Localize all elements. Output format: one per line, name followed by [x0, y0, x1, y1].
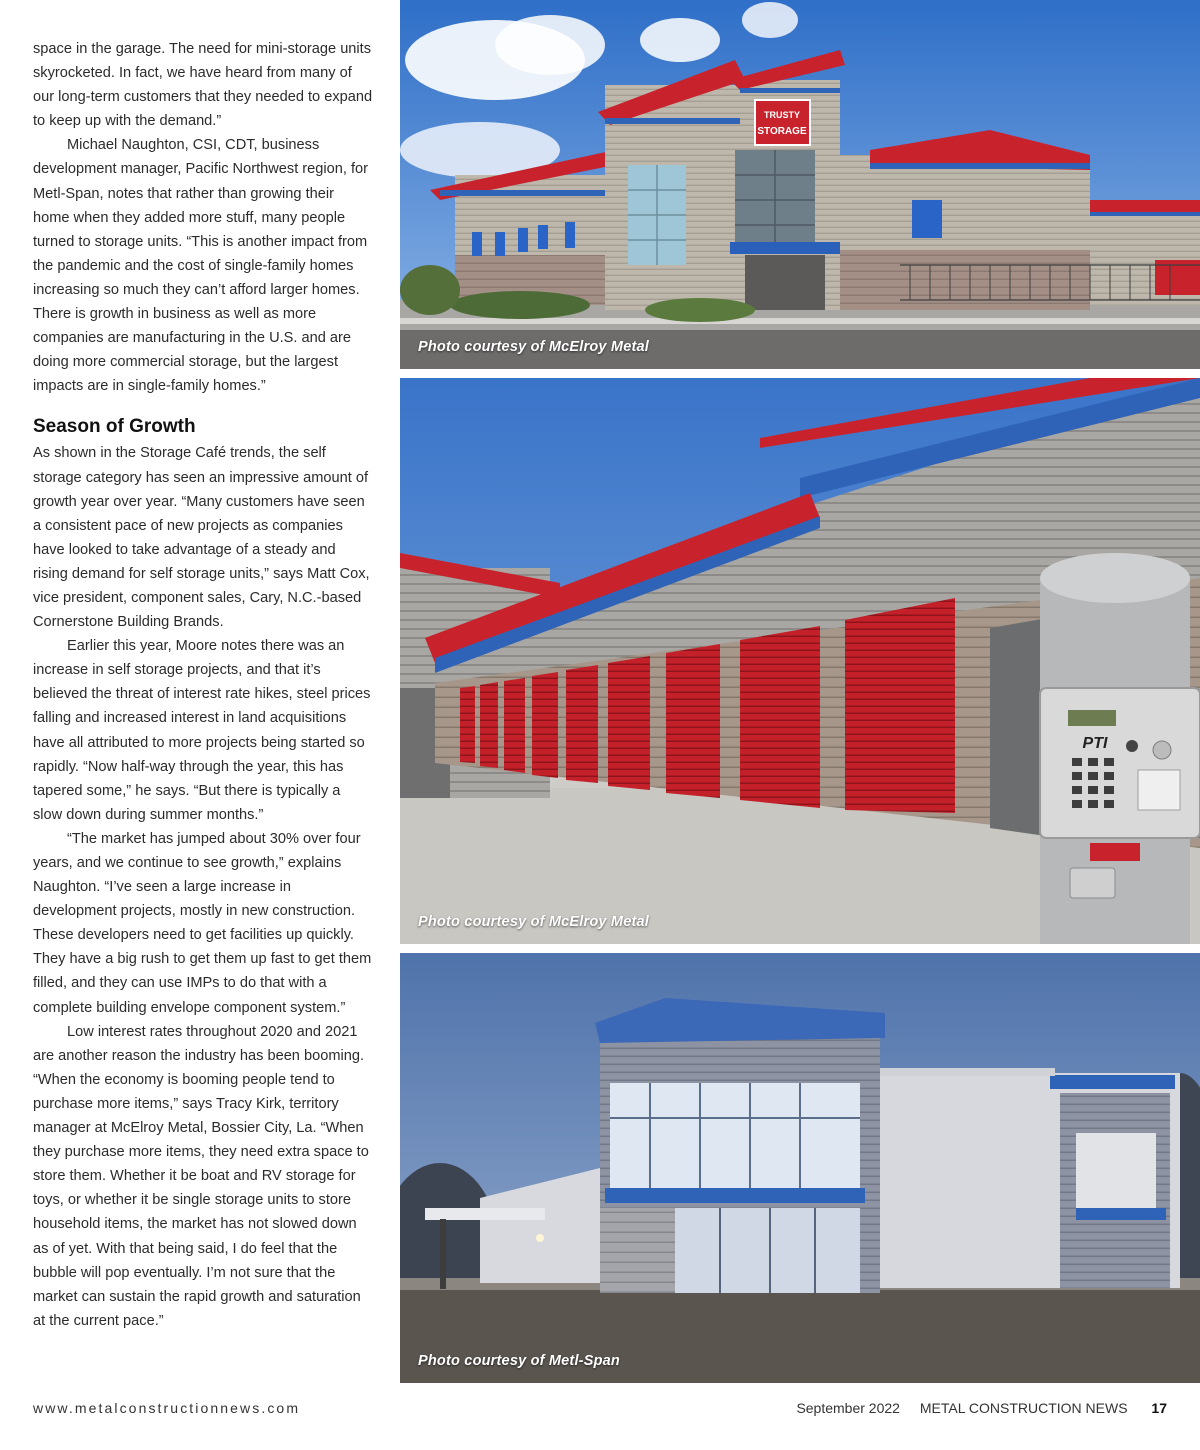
- dusk-facility-illustration: [400, 953, 1200, 1383]
- article-column: [33, 37, 373, 1333]
- rollup-doors-illustration: [400, 378, 1200, 944]
- photo-facility-dusk: [400, 953, 1200, 1383]
- paragraph: “The market has jumped about 30% over four years, and we continue to see growth,” explains Naughton. “I’ve seen a large increase in development projects, mostly in new construction. These developers need to get facilities up quickly. They have a big rush to get them up fast to get them filled, and they can use IMPs to do that with a complete building envelope component system.”: [33, 830, 372, 1016]
- section-heading: Season of Growth: [33, 416, 196, 438]
- paragraph: Earlier this year, Moore notes there was an increase in self storage projects, and that it’s believed the threat of interest rate hikes, steel prices falling and increased interest in land acquisitions have all attributed to more projects being started so rapidly. “Now half-way through the year, this has tapered some,” he says. “But there is typically a slow down during summer months.”: [33, 638, 371, 823]
- storage-building-illustration: [400, 0, 1200, 369]
- sign-line-2: STORAGE: [757, 126, 807, 137]
- photo-caption: Photo courtesy of McElroy Metal: [418, 339, 649, 355]
- paragraph: As shown in the Storage Café trends, the self storage category has seen an impressive amount of growth year over year. “Many customers have seen a consistent pace of new projects as companies have looked to take advantage of a steady and rising demand for self storage units,” says Matt Cox, vice president, component sales, Cary, N.C.-based Cornerstone Building Brands.: [33, 445, 370, 631]
- footer-date: September 2022: [796, 1400, 900, 1416]
- photo-caption: Photo courtesy of McElroy Metal: [418, 914, 649, 930]
- photo-storage-facility-exterior: [400, 0, 1200, 369]
- footer-issue-info: [780, 1400, 1167, 1416]
- paragraph: Michael Naughton, CSI, CDT, business development manager, Pacific Northwest region, for Metl-Span, notes that rather than growing their home when they added more stuff, many people turned to storage units. “This is another impact from the pandemic and the cost of single-family homes increasing so much they can’t afford larger homes. There is growth in business as well as more companies are manufacturing in the U.S. and are doing more commercial storage, but the largest impacts are in single-family homes.”: [33, 137, 369, 395]
- page-number: 17: [1151, 1400, 1167, 1416]
- photo-caption: Photo courtesy of Metl-Span: [418, 1353, 620, 1369]
- paragraph: space in the garage. The need for mini-storage units skyrocketed. In fact, we have heard from many of our long-term customers that they needed to expand to keep up with the demand.”: [33, 41, 373, 130]
- footer-url[interactable]: www.metalconstructionnews.com: [33, 1400, 301, 1416]
- keypad-brand: PTI: [1082, 735, 1108, 752]
- paragraph: Low interest rates throughout 2020 and 2021 are another reason the industry has been booming. “When the economy is booming people tend to purchase more items,” says Tracy Kirk, territory manager at McElroy Metal, Bossier City, La. “When they purchase more items, they need extra space to store them. Whether it be boat and RV storage for toys, or whether it be single storage units to store household items, the market has not slowed down as of yet. With that being said, I do feel that the bubble will pop eventually. I’m not sure that the market can sustain the rapid growth and saturation at the current pace.”: [33, 1023, 369, 1329]
- photo-rollup-doors-keypad: [400, 378, 1200, 944]
- footer-publication: METAL CONSTRUCTION NEWS: [919, 1400, 1128, 1416]
- sign-line-1: TRUSTY: [764, 110, 800, 120]
- page-footer: [33, 1400, 1167, 1422]
